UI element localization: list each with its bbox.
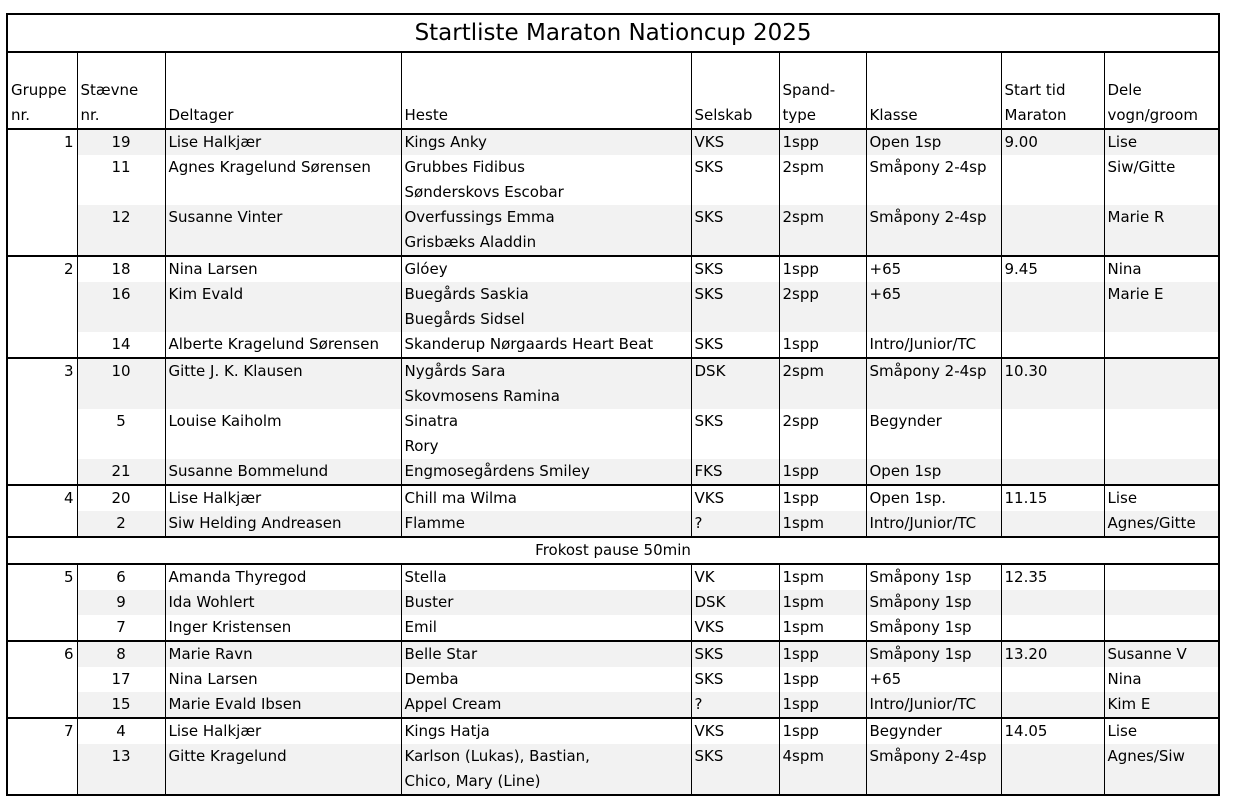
cell-heste: Chill ma Wilma [401, 485, 691, 511]
header-start: Start tid Maraton [1001, 52, 1104, 129]
cell-staevne: 10 [77, 358, 165, 409]
cell-gruppe [7, 511, 77, 537]
header-gruppe: Gruppe nr. [7, 52, 77, 129]
page-title: Startliste Maraton Nationcup 2025 [7, 14, 1219, 52]
cell-klasse: +65 [866, 667, 1001, 692]
cell-deltager: Siw Helding Andreasen [165, 511, 401, 537]
cell-start: 13.20 [1001, 641, 1104, 667]
cell-selskab: VKS [691, 129, 779, 155]
cell-gruppe [7, 615, 77, 641]
cell-gruppe [7, 667, 77, 692]
cell-staevne: 9 [77, 590, 165, 615]
table-row [7, 564, 1219, 590]
table-row [7, 718, 1219, 744]
header-klasse: Klasse [866, 52, 1001, 129]
table-row [7, 282, 1219, 332]
cell-deltager: Kim Evald [165, 282, 401, 332]
cell-klasse: Småpony 2-4sp [866, 744, 1001, 795]
cell-selskab: SKS [691, 744, 779, 795]
cell-selskab: SKS [691, 332, 779, 358]
cell-spand: 2spm [779, 155, 866, 205]
cell-spand: 1spp [779, 332, 866, 358]
cell-dele: Nina [1104, 667, 1219, 692]
cell-start: 14.05 [1001, 718, 1104, 744]
cell-spand: 1spm [779, 564, 866, 590]
cell-gruppe [7, 282, 77, 332]
cell-deltager: Agnes Kragelund Sørensen [165, 155, 401, 205]
cell-spand: 1spp [779, 459, 866, 485]
table-row [7, 485, 1219, 511]
cell-dele [1104, 459, 1219, 485]
cell-selskab: SKS [691, 256, 779, 282]
cell-staevne: 4 [77, 718, 165, 744]
cell-deltager: Marie Ravn [165, 641, 401, 667]
cell-heste: Engmosegårdens Smiley [401, 459, 691, 485]
cell-klasse: Småpony 1sp [866, 641, 1001, 667]
table-row [7, 667, 1219, 692]
cell-gruppe [7, 155, 77, 205]
cell-spand: 1spp [779, 718, 866, 744]
cell-start [1001, 692, 1104, 718]
cell-heste: Sinatra Rory [401, 409, 691, 459]
table-row [7, 155, 1219, 205]
cell-spand: 1spm [779, 615, 866, 641]
cell-deltager: Lise Halkjær [165, 129, 401, 155]
table-row [7, 409, 1219, 459]
cell-gruppe [7, 744, 77, 795]
cell-gruppe: 3 [7, 358, 77, 409]
cell-spand: 1spp [779, 692, 866, 718]
cell-heste: Grubbes Fidibus Sønderskovs Escobar [401, 155, 691, 205]
cell-dele [1104, 409, 1219, 459]
cell-spand: 2spp [779, 409, 866, 459]
cell-gruppe [7, 332, 77, 358]
table-row [7, 332, 1219, 358]
cell-gruppe [7, 205, 77, 256]
cell-gruppe: 7 [7, 718, 77, 744]
cell-dele: Agnes/Siw [1104, 744, 1219, 795]
cell-gruppe [7, 590, 77, 615]
cell-spand: 2spm [779, 205, 866, 256]
cell-start [1001, 282, 1104, 332]
cell-staevne: 8 [77, 641, 165, 667]
cell-spand: 4spm [779, 744, 866, 795]
cell-klasse: Småpony 1sp [866, 564, 1001, 590]
cell-start [1001, 590, 1104, 615]
cell-start: 12.35 [1001, 564, 1104, 590]
cell-start [1001, 459, 1104, 485]
cell-staevne: 16 [77, 282, 165, 332]
cell-klasse: Småpony 2-4sp [866, 205, 1001, 256]
cell-dele [1104, 615, 1219, 641]
header-staevne: Stævne nr. [77, 52, 165, 129]
table-row [7, 129, 1219, 155]
cell-staevne: 12 [77, 205, 165, 256]
cell-dele: Nina [1104, 256, 1219, 282]
cell-klasse: Småpony 1sp [866, 615, 1001, 641]
cell-dele [1104, 590, 1219, 615]
cell-dele [1104, 332, 1219, 358]
cell-deltager: Lise Halkjær [165, 718, 401, 744]
table-row [7, 511, 1219, 537]
cell-dele: Siw/Gitte [1104, 155, 1219, 205]
cell-spand: 1spp [779, 667, 866, 692]
cell-heste: Belle Star [401, 641, 691, 667]
header-heste: Heste [401, 52, 691, 129]
cell-gruppe: 5 [7, 564, 77, 590]
cell-selskab: VK [691, 564, 779, 590]
cell-selskab: SKS [691, 282, 779, 332]
cell-deltager: Gitte Kragelund [165, 744, 401, 795]
cell-gruppe [7, 459, 77, 485]
cell-start: 9.00 [1001, 129, 1104, 155]
cell-deltager: Ida Wohlert [165, 590, 401, 615]
cell-staevne: 11 [77, 155, 165, 205]
cell-heste: Nygårds Sara Skovmosens Ramina [401, 358, 691, 409]
cell-deltager: Nina Larsen [165, 256, 401, 282]
cell-selskab: SKS [691, 155, 779, 205]
cell-staevne: 20 [77, 485, 165, 511]
cell-deltager: Nina Larsen [165, 667, 401, 692]
cell-staevne: 2 [77, 511, 165, 537]
cell-dele [1104, 564, 1219, 590]
table-row [7, 744, 1219, 795]
cell-klasse: +65 [866, 282, 1001, 332]
cell-klasse: Småpony 1sp [866, 590, 1001, 615]
table-row [7, 256, 1219, 282]
cell-selskab: ? [691, 692, 779, 718]
cell-heste: Stella [401, 564, 691, 590]
cell-selskab: DSK [691, 358, 779, 409]
cell-klasse: Begynder [866, 409, 1001, 459]
cell-deltager: Susanne Bommelund [165, 459, 401, 485]
header-row [7, 52, 1219, 129]
cell-dele: Lise [1104, 485, 1219, 511]
cell-staevne: 18 [77, 256, 165, 282]
cell-deltager: Alberte Kragelund Sørensen [165, 332, 401, 358]
cell-spand: 2spm [779, 358, 866, 409]
cell-deltager: Amanda Thyregod [165, 564, 401, 590]
cell-selskab: VKS [691, 718, 779, 744]
cell-klasse: Småpony 2-4sp [866, 358, 1001, 409]
cell-heste: Glóey [401, 256, 691, 282]
table-row [7, 358, 1219, 409]
cell-klasse: Intro/Junior/TC [866, 692, 1001, 718]
table-row [7, 590, 1219, 615]
cell-start [1001, 409, 1104, 459]
header-spand: Spand- type [779, 52, 866, 129]
table-row [7, 641, 1219, 667]
cell-heste: Skanderup Nørgaards Heart Beat [401, 332, 691, 358]
table-row [7, 205, 1219, 256]
cell-selskab: SKS [691, 205, 779, 256]
cell-selskab: ? [691, 511, 779, 537]
cell-staevne: 19 [77, 129, 165, 155]
cell-deltager: Inger Kristensen [165, 615, 401, 641]
cell-start [1001, 205, 1104, 256]
cell-gruppe [7, 409, 77, 459]
cell-gruppe: 4 [7, 485, 77, 511]
cell-staevne: 21 [77, 459, 165, 485]
startlist-sheet [6, 13, 1218, 796]
header-dele: Dele vogn/groom [1104, 52, 1219, 129]
cell-deltager: Gitte J. K. Klausen [165, 358, 401, 409]
cell-deltager: Marie Evald Ibsen [165, 692, 401, 718]
startlist-table [6, 13, 1220, 796]
lunch-pause-row [7, 537, 1219, 564]
cell-start [1001, 511, 1104, 537]
table-row [7, 459, 1219, 485]
cell-spand: 1spp [779, 485, 866, 511]
cell-gruppe: 1 [7, 129, 77, 155]
cell-spand: 2spp [779, 282, 866, 332]
cell-heste: Overfussings Emma Grisbæks Aladdin [401, 205, 691, 256]
cell-deltager: Susanne Vinter [165, 205, 401, 256]
cell-heste: Karlson (Lukas), Bastian, Chico, Mary (Line) [401, 744, 691, 795]
cell-spand: 1spp [779, 129, 866, 155]
cell-start: 11.15 [1001, 485, 1104, 511]
cell-selskab: SKS [691, 667, 779, 692]
cell-spand: 1spp [779, 641, 866, 667]
header-selskab: Selskab [691, 52, 779, 129]
cell-klasse: Open 1sp [866, 129, 1001, 155]
cell-staevne: 5 [77, 409, 165, 459]
cell-selskab: VKS [691, 615, 779, 641]
cell-staevne: 14 [77, 332, 165, 358]
cell-klasse: Open 1sp [866, 459, 1001, 485]
cell-heste: Demba [401, 667, 691, 692]
cell-klasse: Intro/Junior/TC [866, 511, 1001, 537]
cell-staevne: 6 [77, 564, 165, 590]
cell-start: 10.30 [1001, 358, 1104, 409]
cell-start [1001, 744, 1104, 795]
cell-start [1001, 615, 1104, 641]
cell-spand: 1spm [779, 590, 866, 615]
cell-klasse: Begynder [866, 718, 1001, 744]
pause-label: Frokost pause 50min [7, 537, 1219, 564]
cell-heste: Emil [401, 615, 691, 641]
cell-selskab: DSK [691, 590, 779, 615]
cell-spand: 1spp [779, 256, 866, 282]
cell-klasse: Open 1sp. [866, 485, 1001, 511]
cell-klasse: Småpony 2-4sp [866, 155, 1001, 205]
cell-heste: Appel Cream [401, 692, 691, 718]
cell-dele: Marie R [1104, 205, 1219, 256]
cell-start: 9.45 [1001, 256, 1104, 282]
cell-staevne: 13 [77, 744, 165, 795]
cell-selskab: VKS [691, 485, 779, 511]
table-row [7, 615, 1219, 641]
cell-heste: Kings Anky [401, 129, 691, 155]
cell-dele: Lise [1104, 129, 1219, 155]
cell-dele: Susanne V [1104, 641, 1219, 667]
cell-gruppe [7, 692, 77, 718]
cell-klasse: Intro/Junior/TC [866, 332, 1001, 358]
header-deltager: Deltager [165, 52, 401, 129]
cell-deltager: Louise Kaiholm [165, 409, 401, 459]
cell-dele: Marie E [1104, 282, 1219, 332]
cell-staevne: 17 [77, 667, 165, 692]
cell-heste: Flamme [401, 511, 691, 537]
cell-spand: 1spm [779, 511, 866, 537]
cell-staevne: 7 [77, 615, 165, 641]
cell-staevne: 15 [77, 692, 165, 718]
cell-gruppe: 2 [7, 256, 77, 282]
cell-selskab: SKS [691, 641, 779, 667]
cell-heste: Kings Hatja [401, 718, 691, 744]
cell-start [1001, 332, 1104, 358]
cell-dele [1104, 358, 1219, 409]
cell-dele: Agnes/Gitte [1104, 511, 1219, 537]
cell-dele: Lise [1104, 718, 1219, 744]
cell-heste: Buster [401, 590, 691, 615]
cell-klasse: +65 [866, 256, 1001, 282]
cell-selskab: FKS [691, 459, 779, 485]
cell-deltager: Lise Halkjær [165, 485, 401, 511]
cell-start [1001, 667, 1104, 692]
cell-dele: Kim E [1104, 692, 1219, 718]
cell-gruppe: 6 [7, 641, 77, 667]
cell-start [1001, 155, 1104, 205]
table-row [7, 692, 1219, 718]
cell-selskab: SKS [691, 409, 779, 459]
cell-heste: Buegårds Saskia Buegårds Sidsel [401, 282, 691, 332]
